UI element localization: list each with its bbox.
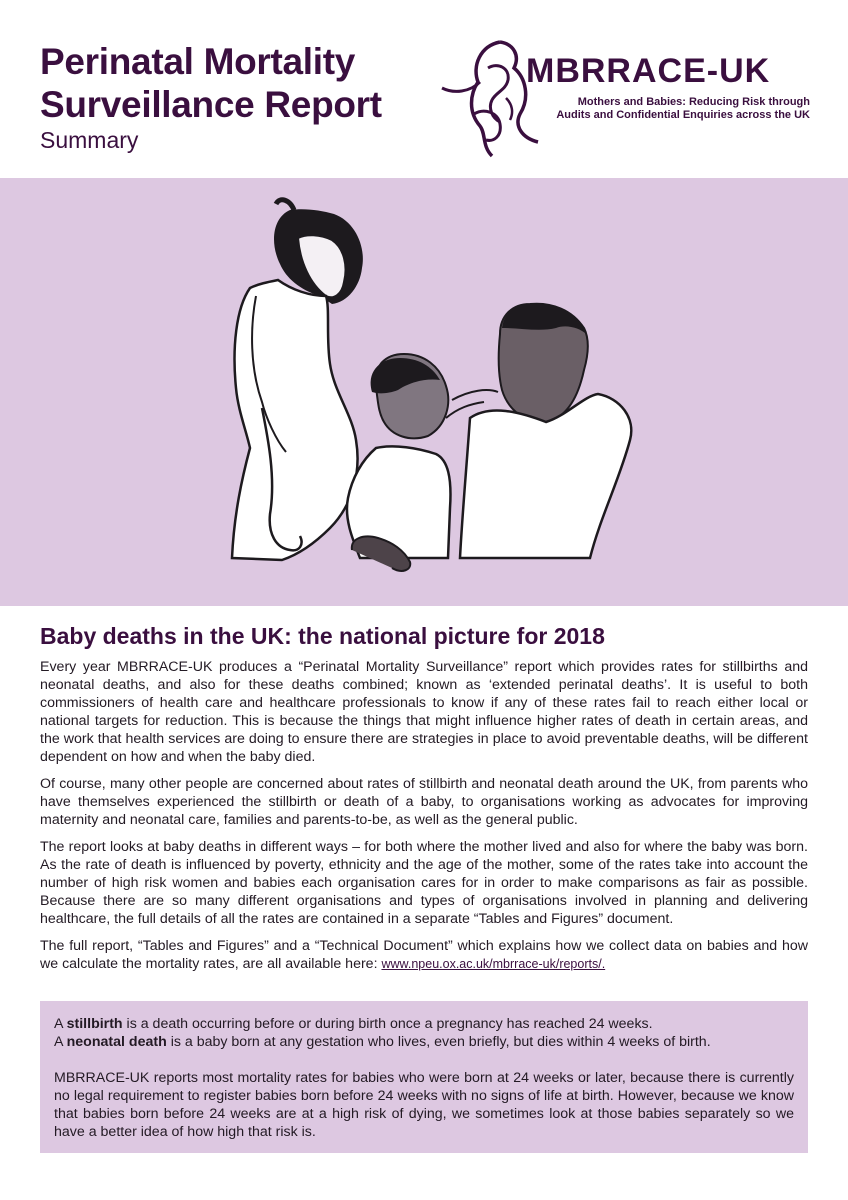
paragraph-4-text: The full report, “Tables and Figures” and a “Technical Document” which explains how we collect data on babies and how we calculate the mortality rates, are all available here: xyxy=(40,938,808,972)
paragraph-2: Of course, many other people are concerned about rates of stillbirth and neonatal death around the UK, from parents who have themselves experienced the stillbirth or death of a baby, to organisations working as advocates for improving maternity and neonatal care, families and parents-to-be, as well as the general public. xyxy=(40,776,808,828)
logo-tagline-line-1: Mothers and Babies: Reducing Risk through xyxy=(577,96,810,108)
logo-name: MBRRACE-UK xyxy=(526,52,771,90)
title-line-2: Surveillance Report xyxy=(40,84,382,125)
mbrrace-logo xyxy=(440,38,820,163)
stillbirth-term: stillbirth xyxy=(66,1016,123,1032)
page-title xyxy=(40,40,382,126)
paragraph-4 xyxy=(40,937,808,973)
section-heading: Baby deaths in the UK: the national picture for 2018 xyxy=(40,623,605,649)
gestation-note: MBRRACE-UK reports most mortality rates for babies who were born at 24 weeks or later, because there is currently no legal requirement to register babies born before 24 weeks with no signs of life at birth. However, because we know that babies born before 24 weeks are at a high risk of dying, we sometimes look at those babies separately so we have a better idea of how high that risk is. xyxy=(54,1070,794,1140)
paragraph-1: Every year MBRRACE-UK produces a “Perinatal Mortality Surveillance” report which provides rates for stillbirths and neonatal deaths, and also for these deaths combined; known as ‘extended perinatal deaths’. It is useful to both commissioners of health care and healthcare professionals to know if any of these rates fail to reach either local or national targets for reduction. This is because the things that might influence higher rates of death in certain areas, and the work that health services are doing to ensure there are strategies in place to avoid preventable deaths, will be different dependent on how and when the baby died. xyxy=(40,659,808,765)
logo-tagline xyxy=(540,96,810,122)
hero-banner xyxy=(0,178,848,606)
family-illustration xyxy=(0,178,848,606)
page-subtitle: Summary xyxy=(40,127,139,153)
man-figure xyxy=(452,304,631,558)
logo-tagline-line-2: Audits and Confidential Enquiries across the UK xyxy=(556,109,810,121)
stillbirth-definition: A stillbirth is a death occurring before or during birth once a pregnancy has reached 24 weeks. xyxy=(54,1016,653,1032)
title-line-1: Perinatal Mortality xyxy=(40,41,356,82)
reports-link[interactable]: www.npeu.ox.ac.uk/mbrrace-uk/reports/. xyxy=(381,957,606,971)
body-text xyxy=(40,658,808,982)
paragraph-3: The report looks at baby deaths in different ways – for both where the mother lived and also for where the baby was born. As the rate of death is influenced by poverty, ethnicity and the age of the mother, some of the rates take into account the number of high risk women and babies each organisation cares for in order to make comparisons as fair as possible. Because there are so many different organisations and types of organisations involved in planning and delivering healthcare, the full details of all the rates are contained in a separate “Tables and Figures” document. xyxy=(40,839,808,927)
neonatal-death-definition: A neonatal death is a baby born at any gestation who lives, even briefly, but dies within 4 weeks of birth. xyxy=(54,1034,711,1050)
definitions-box xyxy=(40,1001,808,1153)
pregnant-woman-figure xyxy=(232,200,363,560)
neonatal-death-term: neonatal death xyxy=(66,1034,167,1050)
